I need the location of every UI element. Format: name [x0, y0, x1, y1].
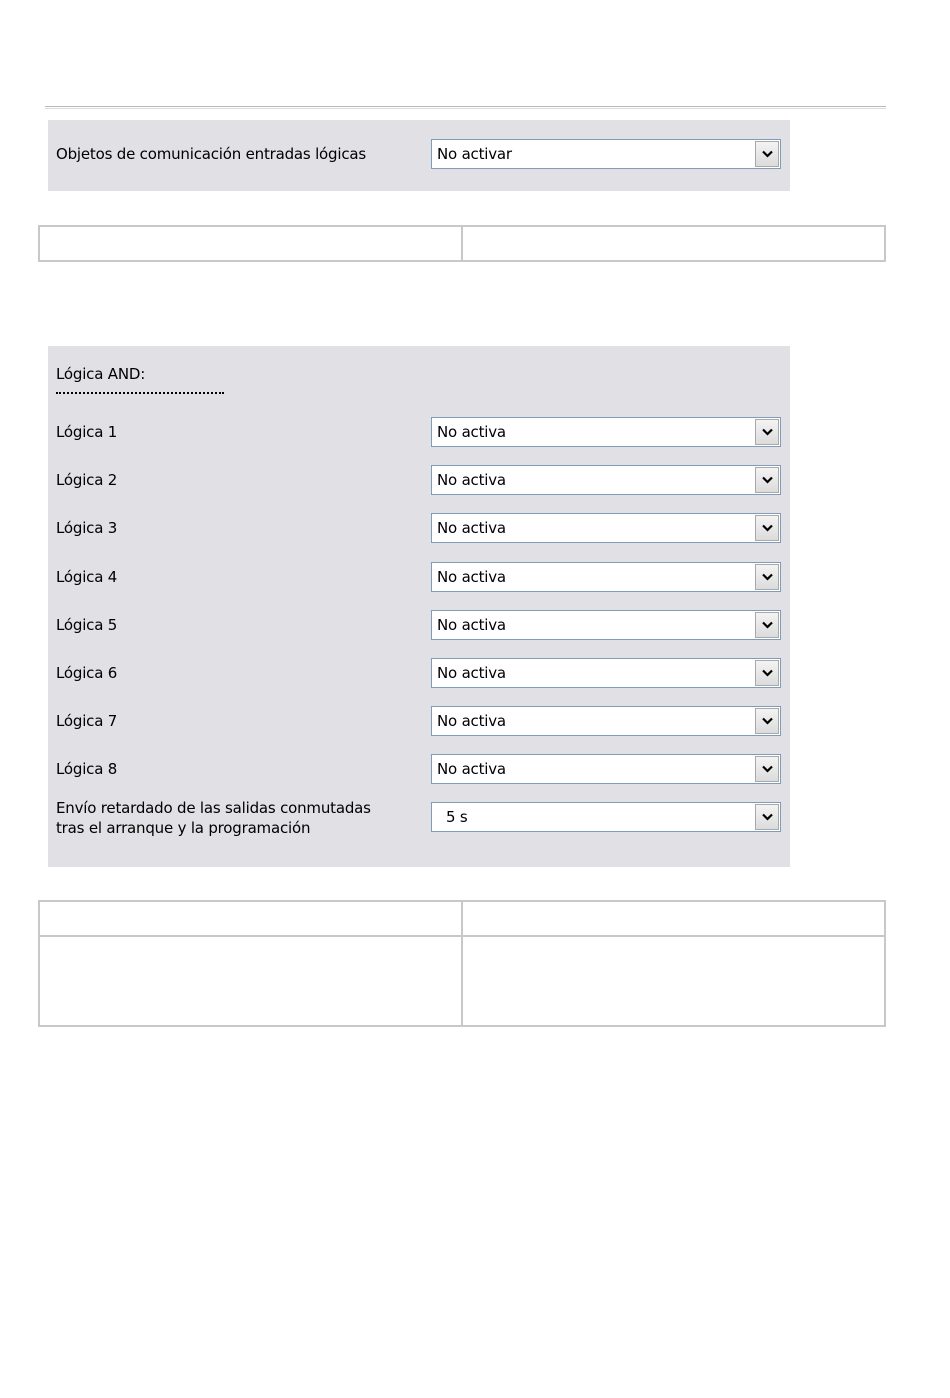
dropdown-button[interactable]	[755, 660, 779, 686]
table-cell	[39, 901, 462, 936]
logic-2-select[interactable]	[431, 465, 781, 495]
table-cell	[39, 936, 462, 1026]
logic-2-label: Lógica 2	[56, 471, 118, 489]
select-value: No activa	[437, 423, 506, 441]
logic-6-select[interactable]	[431, 658, 781, 688]
logic-3-select[interactable]	[431, 513, 781, 543]
logic-5-select[interactable]	[431, 610, 781, 640]
delay-label	[56, 798, 371, 838]
logic-1-label: Lógica 1	[56, 423, 118, 441]
dropdown-button[interactable]	[755, 467, 779, 493]
select-value: 5 s	[446, 808, 468, 826]
dropdown-button[interactable]	[755, 756, 779, 782]
logic-4-select[interactable]	[431, 562, 781, 592]
section-title: Lógica AND:	[56, 365, 146, 383]
logic-7-label: Lógica 7	[56, 712, 118, 730]
table-cell	[462, 936, 885, 1026]
select-value: No activa	[437, 519, 506, 537]
select-value: No activa	[437, 664, 506, 682]
logic-6-label: Lógica 6	[56, 664, 118, 682]
parameter-panel-logic-and	[48, 346, 790, 867]
dropdown-button[interactable]	[755, 804, 779, 830]
dropdown-button[interactable]	[755, 564, 779, 590]
dropdown-button[interactable]	[755, 612, 779, 638]
logic-8-select[interactable]	[431, 754, 781, 784]
dropdown-button[interactable]	[755, 515, 779, 541]
section-underline	[56, 392, 224, 394]
dropdown-button[interactable]	[755, 419, 779, 445]
empty-table-1	[38, 225, 886, 262]
delay-label-line-1: Envío retardado de las salidas conmutadas	[56, 799, 371, 817]
delay-label-line-2: tras el arranque y la programación	[56, 819, 311, 837]
empty-table-2	[38, 900, 886, 1027]
select-value: No activar	[437, 145, 512, 163]
logic-1-select[interactable]	[431, 417, 781, 447]
logic-5-label: Lógica 5	[56, 616, 118, 634]
dropdown-button[interactable]	[755, 708, 779, 734]
select-value: No activa	[437, 471, 506, 489]
logic-3-label: Lógica 3	[56, 519, 118, 537]
select-value: No activa	[437, 616, 506, 634]
table-cell	[462, 901, 885, 936]
table-cell	[462, 226, 885, 261]
communication-objects-label: Objetos de comunicación entradas lógicas	[56, 145, 366, 163]
parameter-panel-communication-objects	[48, 120, 790, 191]
select-value: No activa	[437, 568, 506, 586]
logic-8-label: Lógica 8	[56, 760, 118, 778]
delay-select[interactable]	[431, 802, 781, 832]
top-divider	[45, 106, 886, 109]
logic-4-label: Lógica 4	[56, 568, 118, 586]
select-value: No activa	[437, 712, 506, 730]
communication-objects-select[interactable]	[431, 139, 781, 169]
dropdown-button[interactable]	[755, 141, 779, 167]
logic-7-select[interactable]	[431, 706, 781, 736]
table-cell	[39, 226, 462, 261]
select-value: No activa	[437, 760, 506, 778]
